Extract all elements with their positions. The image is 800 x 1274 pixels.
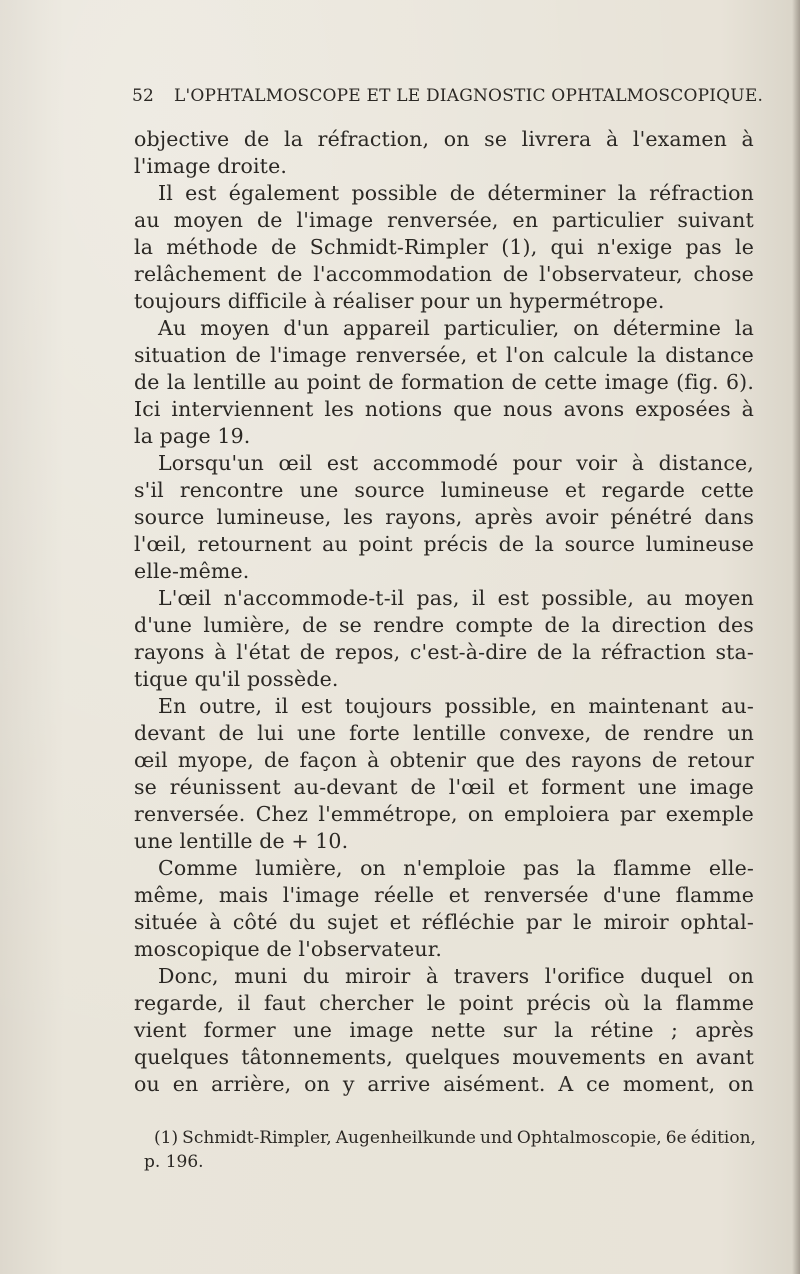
text-line: la page 19. bbox=[134, 424, 251, 448]
text-line: la méthode de Schmidt-Rimpler (1), qui n'exige pas le bbox=[134, 235, 754, 259]
text-line: Il est également possible de déterminer la réfraction bbox=[158, 181, 754, 205]
text-line: de la lentille au point de formation de cette image (fig. 6). bbox=[134, 370, 754, 394]
text-line: Au moyen d'un appareil particulier, on détermine la bbox=[158, 316, 754, 340]
text-line: regarde, il faut chercher le point précis où la flamme bbox=[134, 991, 754, 1015]
text-line: œil myope, de façon à obtenir que des rayons de retour bbox=[134, 748, 754, 772]
text-line: En outre, il est toujours possible, en maintenant au- bbox=[158, 694, 754, 718]
text-line: Lorsqu'un œil est accommodé pour voir à distance, bbox=[158, 451, 754, 475]
text-line: situation de l'image renversée, et l'on calcule la distance bbox=[134, 343, 754, 367]
text-line: vient former une image nette sur la rétine ; après bbox=[134, 1018, 754, 1042]
text-line: s'il rencontre une source lumineuse et regarde cette bbox=[134, 478, 754, 502]
text-line: Comme lumière, on n'emploie pas la flamme elle- bbox=[158, 856, 754, 880]
footnote-line: (1) Schmidt-Rimpler, Augenheilkunde und Ophtalmoscopie, 6e édition, bbox=[154, 1128, 756, 1148]
text-line: l'image droite. bbox=[134, 154, 288, 178]
text-line: Ici interviennent les notions que nous avons exposées à bbox=[134, 397, 754, 421]
text-line: quelques tâtonnements, quelques mouvements en avant bbox=[134, 1045, 754, 1069]
text-line: Donc, muni du miroir à travers l'orifice duquel on bbox=[158, 964, 754, 988]
text-line: d'une lumière, de se rendre compte de la direction des bbox=[134, 613, 754, 637]
page-number: 52 bbox=[132, 86, 155, 106]
text-line: relâchement de l'accommodation de l'observateur, chose bbox=[134, 262, 754, 286]
text-line: renversée. Chez l'emmétrope, on emploiera par exemple bbox=[134, 802, 754, 826]
text-line: devant de lui une forte lentille convexe, de rendre un bbox=[134, 721, 754, 745]
text-line: l'œil, retournent au point précis de la source lumineuse bbox=[134, 532, 754, 556]
text-line: objective de la réfraction, on se livrera à l'examen à bbox=[134, 127, 754, 151]
text-line: située à côté du sujet et réfléchie par le miroir ophtal- bbox=[134, 910, 754, 934]
running-title: L'OPHTALMOSCOPE ET LE DIAGNOSTIC OPHTALMOSCOPIQUE. bbox=[174, 86, 764, 106]
text-line: L'œil n'accommode-t-il pas, il est possible, au moyen bbox=[158, 586, 754, 610]
text-line: moscopique de l'observateur. bbox=[134, 937, 443, 961]
text-line: source lumineuse, les rayons, après avoir pénétré dans bbox=[134, 505, 754, 529]
body-text bbox=[134, 126, 754, 1098]
text-line: rayons à l'état de repos, c'est-à-dire de la réfraction sta- bbox=[134, 640, 754, 664]
footnote-line: p. 196. bbox=[144, 1152, 204, 1172]
page-edge-shadow bbox=[792, 0, 800, 1274]
text-line: se réunissent au-devant de l'œil et forment une image bbox=[134, 775, 754, 799]
text-line: au moyen de l'image renversée, en particulier suivant bbox=[134, 208, 754, 232]
text-line: tique qu'il possède. bbox=[134, 667, 339, 691]
running-head bbox=[132, 86, 772, 110]
text-line: une lentille de + 10. bbox=[134, 829, 349, 853]
text-line: ou en arrière, on y arrive aisément. A ce moment, on bbox=[134, 1072, 754, 1096]
text-line: toujours difficile à réaliser pour un hypermétrope. bbox=[134, 289, 665, 313]
text-line: elle-même. bbox=[134, 559, 250, 583]
text-line: même, mais l'image réelle et renversée d'une flamme bbox=[134, 883, 754, 907]
footnote bbox=[144, 1126, 756, 1174]
